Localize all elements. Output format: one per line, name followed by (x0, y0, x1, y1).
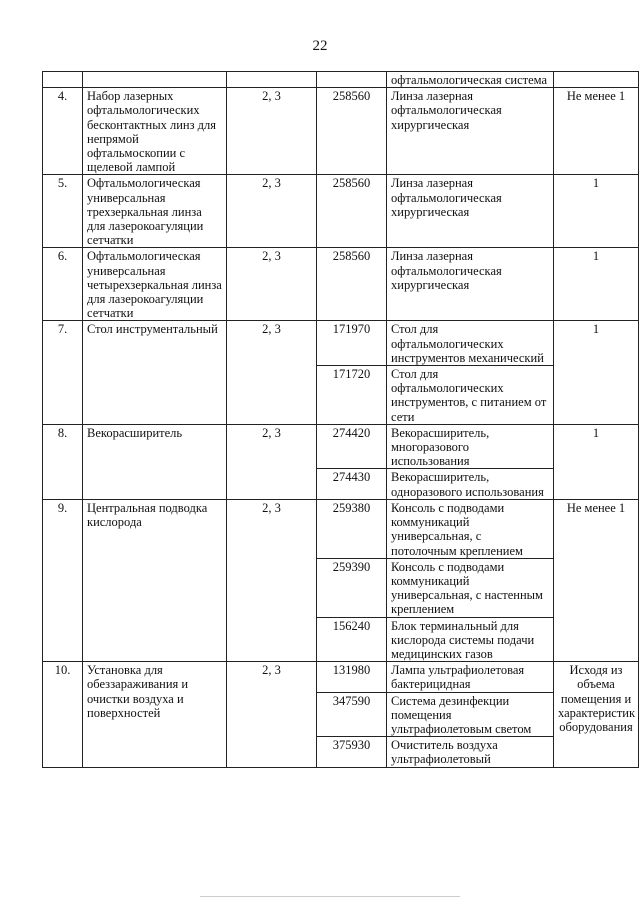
equipment-name-cell: Набор лазерных офтальмологических бесконтактных линз для непрямой офтальмоскопии с щелевой лампой (83, 88, 227, 175)
equipment-name-cell: Офтальмологическая универсальная четырехзеркальная линза для лазерокоагуляции сетчатки (83, 248, 227, 321)
code-cell (317, 72, 387, 88)
table-row (43, 321, 639, 366)
code-cell: 347590 (317, 692, 387, 737)
table-row (43, 175, 639, 248)
item-description-cell: Консоль с подводами коммуникаций универсальная, с настенным креплением (387, 558, 554, 617)
row-number-cell: 4. (43, 88, 83, 175)
item-description-cell: Стол для офтальмологических инструментов, с питанием от сети (387, 366, 554, 425)
code-cell: 259390 (317, 558, 387, 617)
item-description-cell: Векорасширитель, одноразового использования (387, 469, 554, 499)
class-cell: 2, 3 (227, 175, 317, 248)
item-description-cell: Линза лазерная офтальмологическая хирургическая (387, 175, 554, 248)
quantity-cell: Не менее 1 (554, 88, 639, 175)
equipment-name-cell: Векорасширитель (83, 424, 227, 499)
item-description-cell: Система дезинфекции помещения ультрафиолетовым светом (387, 692, 554, 737)
equipment-name-cell: Офтальмологическая универсальная трехзеркальная линза для лазерокоагуляции сетчатки (83, 175, 227, 248)
row-number-cell: 9. (43, 499, 83, 661)
code-cell: 258560 (317, 88, 387, 175)
class-cell: 2, 3 (227, 424, 317, 499)
code-cell: 258560 (317, 248, 387, 321)
item-description-cell: Блок терминальный для кислорода системы подачи медицинских газов (387, 617, 554, 662)
code-cell: 171720 (317, 366, 387, 425)
row-number-cell: 7. (43, 321, 83, 424)
quantity-cell: Исходя из объема помещения и характеристик оборудования (554, 662, 639, 767)
item-description-cell: Консоль с подводами коммуникаций универсальная, с потолочным креплением (387, 499, 554, 558)
quantity-cell: Не менее 1 (554, 499, 639, 661)
equipment-name-cell (83, 72, 227, 88)
scan-artifact-line (200, 896, 460, 897)
quantity-cell (554, 72, 639, 88)
code-cell: 258560 (317, 175, 387, 248)
code-cell: 375930 (317, 737, 387, 767)
equipment-name-cell: Центральная подводка кислорода (83, 499, 227, 661)
table-row (43, 248, 639, 321)
quantity-cell: 1 (554, 175, 639, 248)
row-number-cell: 8. (43, 424, 83, 499)
item-description-cell: Линза лазерная офтальмологическая хирургическая (387, 88, 554, 175)
item-description-cell: Линза лазерная офтальмологическая хирургическая (387, 248, 554, 321)
code-cell: 259380 (317, 499, 387, 558)
row-number-cell: 10. (43, 662, 83, 767)
class-cell: 2, 3 (227, 321, 317, 424)
item-description-cell: офтальмологическая система (387, 72, 554, 88)
code-cell: 274420 (317, 424, 387, 469)
row-number-cell: 6. (43, 248, 83, 321)
equipment-name-cell: Стол инструментальный (83, 321, 227, 424)
class-cell (227, 72, 317, 88)
row-number-cell (43, 72, 83, 88)
quantity-cell: 1 (554, 424, 639, 499)
class-cell: 2, 3 (227, 88, 317, 175)
quantity-cell: 1 (554, 321, 639, 424)
item-description-cell: Векорасширитель, многоразового использования (387, 424, 554, 469)
equipment-name-cell: Установка для обеззараживания и очистки воздуха и поверхностей (83, 662, 227, 767)
page-number: 22 (312, 38, 328, 54)
table-row (43, 499, 639, 558)
quantity-cell: 1 (554, 248, 639, 321)
code-cell: 274430 (317, 469, 387, 499)
item-description-cell: Лампа ультрафиолетовая бактерицидная (387, 662, 554, 692)
table-row (43, 424, 639, 469)
item-description-cell: Стол для офтальмологических инструментов механический (387, 321, 554, 366)
code-cell: 131980 (317, 662, 387, 692)
code-cell: 171970 (317, 321, 387, 366)
row-number-cell: 5. (43, 175, 83, 248)
class-cell: 2, 3 (227, 499, 317, 661)
table-row (43, 72, 639, 88)
equipment-table (42, 71, 639, 768)
table-row (43, 662, 639, 692)
class-cell: 2, 3 (227, 662, 317, 767)
class-cell: 2, 3 (227, 248, 317, 321)
table-row (43, 88, 639, 175)
code-cell: 156240 (317, 617, 387, 662)
item-description-cell: Очиститель воздуха ультрафиолетовый (387, 737, 554, 767)
